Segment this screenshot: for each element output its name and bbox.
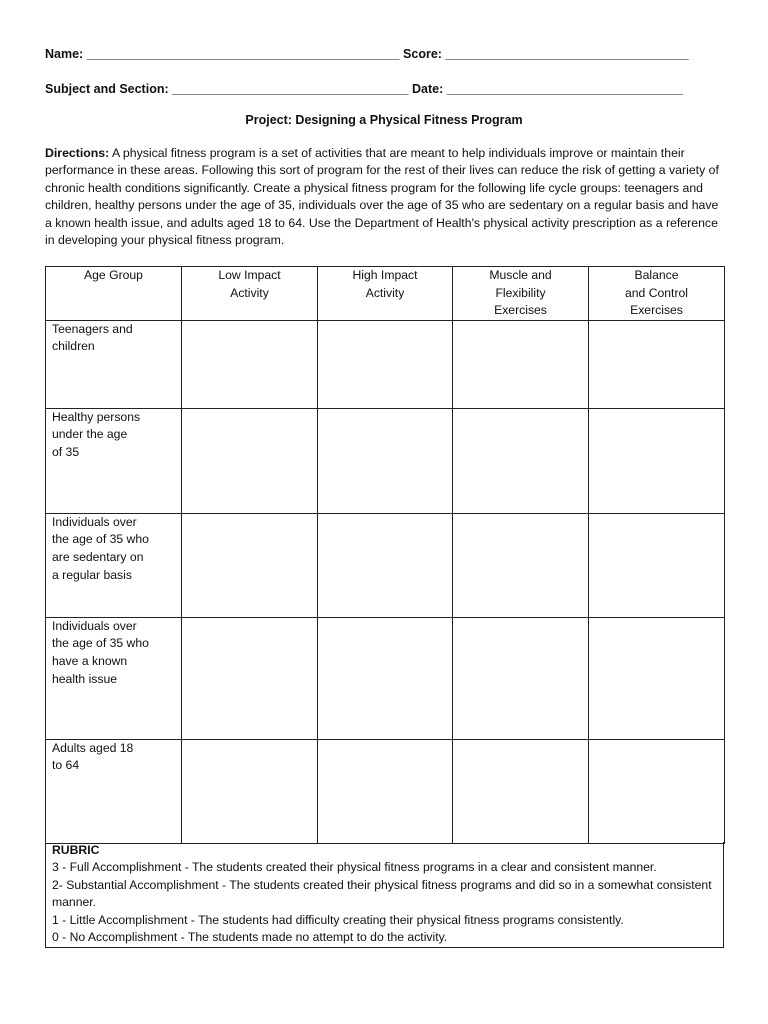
balance-control-cell[interactable]: [589, 320, 725, 408]
header-muscle-flexibility-exercises: [453, 267, 589, 321]
high-impact-cell[interactable]: [318, 408, 453, 513]
header-line: Activity: [365, 285, 405, 300]
header-line: Age Group: [84, 268, 143, 282]
date-blank[interactable]: __________________________________: [446, 82, 684, 96]
table-row: [46, 617, 725, 739]
table-header-row: [46, 267, 725, 321]
age-group-cell: [46, 408, 182, 513]
age-group-line: of 35: [52, 444, 80, 459]
directions-paragraph: [45, 145, 725, 249]
header-line: Flexibility: [495, 285, 546, 300]
header-line: Activity: [230, 285, 269, 300]
age-group-line: Healthy persons: [52, 409, 141, 424]
age-group-cell: [46, 320, 182, 408]
high-impact-cell[interactable]: [318, 617, 453, 739]
muscle-flexibility-cell[interactable]: [453, 739, 589, 843]
header-low-impact-activity: [182, 267, 318, 321]
age-group-line: are sedentary on: [52, 549, 144, 564]
age-group-line: have a known: [52, 653, 128, 668]
score-blank[interactable]: ___________________________________: [445, 47, 689, 61]
age-group-line: a regular basis: [52, 567, 132, 582]
age-group-line: to 64: [52, 758, 80, 773]
rubric-box: [45, 842, 724, 948]
age-group-cell: [46, 617, 182, 739]
age-group-line: children: [52, 339, 95, 354]
date-label: Date:: [411, 82, 444, 96]
rubric-item-2: 2- Substantial Accomplishment - The students created their physical fitness programs and did so in a somewhat consistent manner.: [52, 877, 712, 910]
age-group-line: health issue: [52, 671, 118, 686]
age-group-line: Teenagers and: [52, 321, 133, 336]
age-group-line: Adults aged 18: [52, 740, 134, 755]
high-impact-cell[interactable]: [318, 739, 453, 843]
low-impact-cell[interactable]: [182, 617, 318, 739]
name-label: Name:: [45, 47, 84, 61]
age-group-cell: [46, 739, 182, 843]
age-group-cell: [46, 513, 182, 617]
rubric-item-1: 1 - Little Accomplishment - The students had difficulty creating their physical fitness programs consistently.: [52, 912, 624, 927]
balance-control-cell[interactable]: [589, 513, 725, 617]
subject-section-label: Subject and Section:: [45, 82, 169, 96]
name-field-row: [45, 47, 689, 61]
subject-section-blank[interactable]: __________________________________: [172, 82, 409, 96]
score-label: Score:: [403, 47, 442, 61]
muscle-flexibility-cell[interactable]: [453, 408, 589, 513]
fitness-program-table: [45, 266, 725, 844]
header-line: Low Impact: [218, 268, 281, 282]
header-line: High Impact: [352, 268, 418, 282]
header-age-group: [46, 267, 182, 321]
header-high-impact-activity: [318, 267, 453, 321]
rubric-item-3: 3 - Full Accomplishment - The students created their physical fitness programs in a clear and consistent manner.: [52, 860, 657, 875]
header-balance-control-exercises: [589, 267, 725, 321]
balance-control-cell[interactable]: [589, 739, 725, 843]
table-row: [46, 739, 725, 843]
table-row: [46, 513, 725, 617]
table-row: [46, 408, 725, 513]
rubric-title: RUBRIC: [52, 843, 100, 857]
rubric-item-0: 0 - No Accomplishment - The students made no attempt to do the activity.: [52, 930, 448, 945]
directions-label: Directions:: [45, 146, 110, 160]
muscle-flexibility-cell[interactable]: [453, 617, 589, 739]
muscle-flexibility-cell[interactable]: [453, 320, 589, 408]
page-title: Project: Designing a Physical Fitness Program: [245, 113, 523, 127]
name-blank[interactable]: _____________________________________________: [86, 47, 400, 61]
header-line: and Control: [624, 285, 688, 300]
header-line: Muscle and: [489, 268, 552, 282]
header-line: Exercises: [494, 303, 547, 318]
low-impact-cell[interactable]: [182, 513, 318, 617]
header-line: Balance: [634, 268, 679, 282]
high-impact-cell[interactable]: [318, 513, 453, 617]
age-group-line: the age of 35 who: [52, 636, 149, 651]
age-group-line: Individuals over: [52, 618, 137, 633]
balance-control-cell[interactable]: [589, 617, 725, 739]
age-group-line: Individuals over: [52, 514, 137, 529]
low-impact-cell[interactable]: [182, 739, 318, 843]
subject-field-row: [45, 82, 683, 96]
low-impact-cell[interactable]: [182, 320, 318, 408]
directions-text: A physical fitness program is a set of activities that are meant to help individuals improve or maintain their performance in these areas. Following this sort of program for the rest of their lives can reduce the risk of getting a variety of chronic health conditions significantly. Create a physical fitness program for the following life cycle groups: teenagers and children, healthy persons under the age of 35, individuals over the age of 35 who are sedentary on a regular basis and have a known health issue, and adults aged 18 to 64. Use the Department of Health's physical activity prescription as a reference in developing your physical fitness program.: [45, 146, 719, 248]
balance-control-cell[interactable]: [589, 408, 725, 513]
header-line: Exercises: [630, 303, 683, 318]
low-impact-cell[interactable]: [182, 408, 318, 513]
age-group-line: the age of 35 who: [52, 532, 149, 547]
age-group-line: under the age: [52, 427, 128, 442]
table-row: [46, 320, 725, 408]
high-impact-cell[interactable]: [318, 320, 453, 408]
muscle-flexibility-cell[interactable]: [453, 513, 589, 617]
